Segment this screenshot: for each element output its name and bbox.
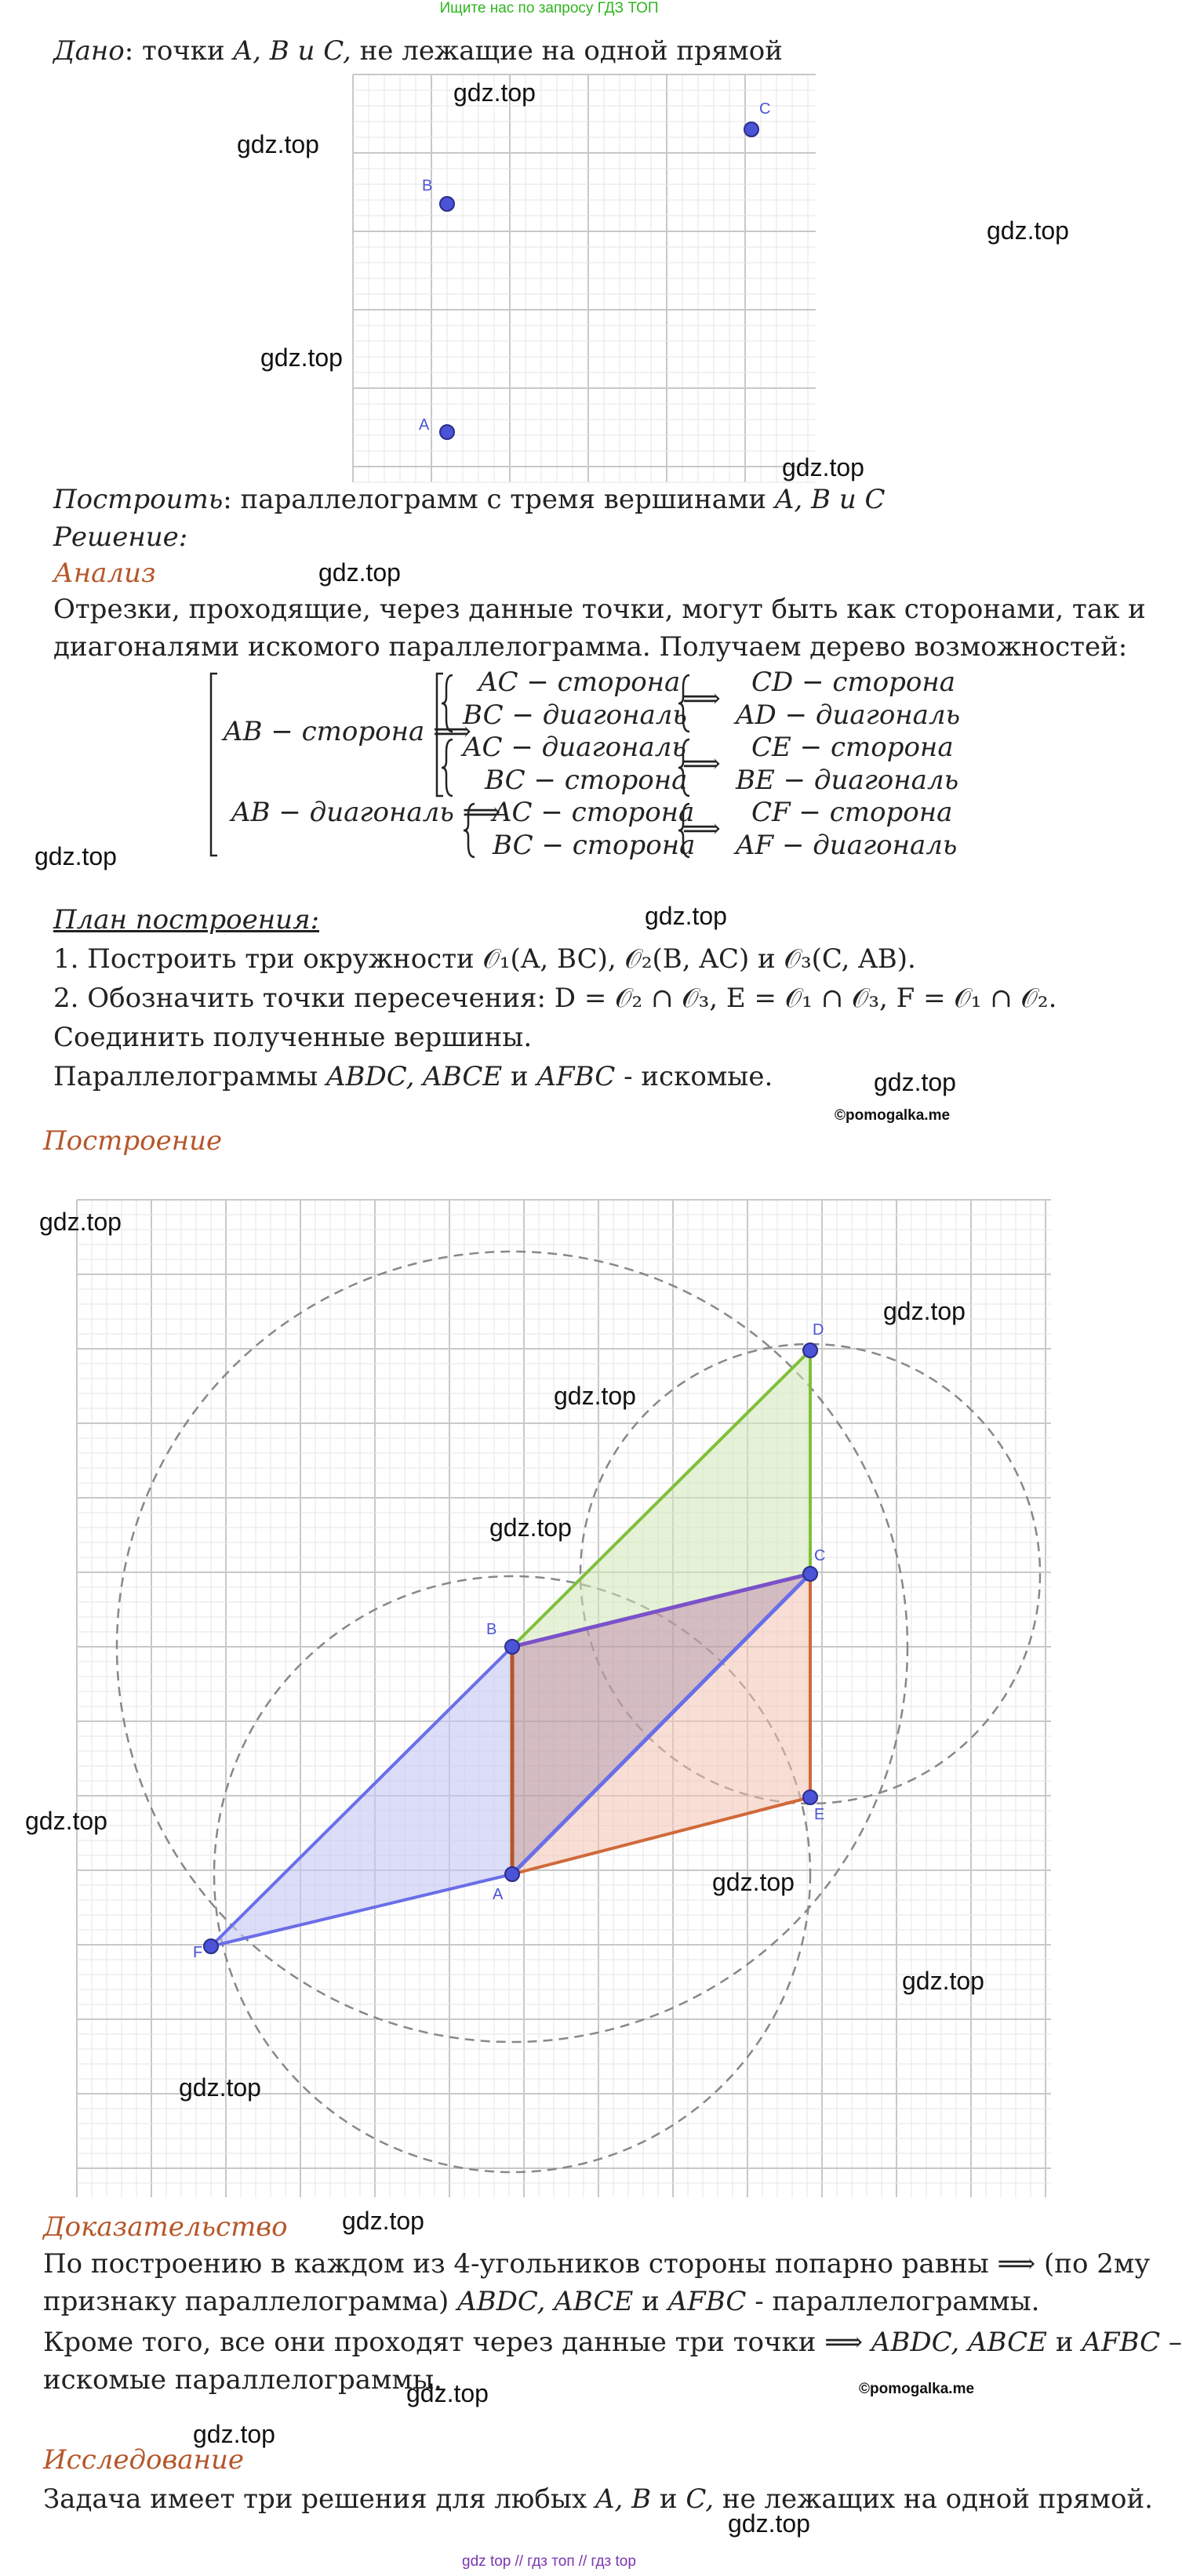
proof-line-2 [43, 2282, 1039, 2321]
proof-line-4: искомые параллелограммы. [43, 2364, 442, 2396]
watermark: gdz.top [179, 2073, 261, 2102]
tree-row2-r2: BE − диагональ [736, 765, 959, 796]
build-text: : параллелограмм с тремя вершинами [223, 484, 767, 515]
watermark: gdz.top [237, 130, 319, 158]
plan-step-3: Соединить полученные вершины. [53, 1022, 533, 1053]
watermark: gdz.top [406, 2379, 489, 2407]
build-points: A, B и C [774, 484, 886, 515]
point-b-label: B [422, 177, 433, 194]
footer-link-2[interactable]: гдз топ [527, 2553, 575, 2570]
tree-row3-a: AC − сторона [493, 797, 695, 828]
tree-row3-r2: AF − диагональ [736, 830, 958, 861]
footer-link-1[interactable]: gdz top [462, 2553, 511, 2570]
footer-sep: // [515, 2553, 524, 2570]
point-c-label: C [759, 100, 771, 118]
tree-implies-3: ⟹ [682, 813, 721, 845]
proof-line-3-post: – [1168, 2327, 1182, 2358]
point-a-label: A [419, 416, 430, 434]
proof-line-3-pre: Кроме того, все они проходят через данные три точки ⟹ [43, 2327, 863, 2358]
watermark: gdz.top [782, 453, 864, 481]
watermark: gdz.top [645, 902, 727, 930]
watermark: gdz.top [987, 216, 1069, 245]
point-b-marker [440, 197, 454, 211]
point-a-marker [440, 425, 454, 439]
watermark: gdz.top [260, 343, 343, 372]
point-e-marker [803, 1790, 817, 1804]
point-d-marker [803, 1343, 817, 1357]
plan-heading: План построения: [53, 904, 320, 936]
tree-row1-a: AC − сторона [478, 667, 681, 698]
point-c2-marker [803, 1567, 817, 1581]
tree-row2-r1: CE − сторона [751, 732, 954, 763]
plan-step-1: 1. Построить три окружности 𝒪₁(A, BC), 𝒪₂(B, AC) и 𝒪₃(C, AB). [53, 943, 916, 975]
point-a2-label: A [493, 1886, 504, 1903]
tree-row1-b: BC − диагональ [463, 699, 687, 731]
research-c: C, [686, 2483, 715, 2515]
tree-ab-side: AB − сторона ⟹ [224, 716, 471, 747]
point-c2-label: C [814, 1547, 826, 1564]
point-b2-marker [505, 1640, 519, 1654]
copyright-1: ©pomogalka.me [835, 1107, 951, 1124]
proof-line-2-post: - параллелограммы. [755, 2286, 1040, 2317]
tree-row2-b: BC − сторона [485, 765, 688, 796]
watermark: gdz.top [342, 2207, 424, 2235]
given-label: Дано [53, 35, 125, 67]
watermark: gdz.top [35, 842, 117, 870]
copyright-2: ©pomogalka.me [859, 2381, 975, 2397]
point-f-label: F [193, 1944, 203, 1961]
tree-implies-1: ⟹ [682, 683, 721, 714]
plan-step-4 [53, 1057, 773, 1096]
construction-heading: Построение [43, 1125, 223, 1157]
tree-row2-a: AC − диагональ [463, 732, 686, 763]
proof-line-2-pre: признаку параллелограмма) [43, 2286, 449, 2317]
watermark: gdz.top [489, 1513, 572, 1542]
top-search-link[interactable]: Ищите нас по запросу ГДЗ ТОП [439, 0, 659, 16]
tree-row1-r1: CD − сторона [751, 667, 956, 698]
plan-step-4-post: - искомые. [624, 1061, 773, 1092]
point-b2-label: B [486, 1621, 497, 1638]
point-e-label: E [814, 1806, 825, 1823]
watermark: gdz.top [883, 1297, 966, 1325]
tree-row3-b: BC − сторона [493, 830, 696, 861]
tree-row3-r1: CF − сторона [751, 797, 953, 828]
plan-step-4-last: AFBC [536, 1061, 616, 1092]
point-a2-marker [505, 1867, 519, 1881]
footer-sep: // [578, 2553, 587, 2570]
research-pre: Задача имеет три решения для любых [43, 2483, 587, 2515]
research-post: не лежащих на одной прямой. [722, 2483, 1153, 2515]
tree-row1-r2: AD − диагональ [736, 699, 961, 731]
point-d-label: D [813, 1321, 824, 1339]
footer-links [0, 2553, 1098, 2571]
proof-line-3-last: AFBC [1082, 2327, 1161, 2358]
watermark: gdz.top [554, 1382, 636, 1410]
proof-line-1: По построению в каждом из 4-угольников стороны попарно равны ⟹ (по 2му [43, 2248, 1151, 2280]
given-tail: не лежащие на одной прямой [359, 35, 783, 67]
research-points: A, B [595, 2483, 652, 2515]
watermark: gdz.top [25, 1807, 107, 1835]
proof-line-3-names: ABDC, ABCE [871, 2327, 1048, 2358]
proof-line-3-and: и [1055, 2327, 1074, 2358]
figure-given-points [353, 74, 816, 482]
given-line [53, 31, 783, 71]
proof-line-2-last: AFBC [667, 2286, 747, 2317]
plan-step-4-names: ABDC, ABCE [326, 1061, 503, 1092]
point-f-marker [204, 1939, 218, 1953]
watermark: gdz.top [728, 2509, 810, 2538]
plan-step-4-and: и [511, 1061, 529, 1092]
watermark: gdz.top [712, 1868, 795, 1896]
watermark: gdz.top [453, 78, 536, 107]
proof-line-2-and: и [642, 2286, 660, 2317]
research-heading: Исследование [43, 2444, 244, 2476]
watermark: gdz.top [193, 2420, 275, 2448]
tree-implies-2: ⟹ [682, 748, 721, 779]
build-label: Построить [53, 484, 224, 515]
analysis-line-2: диагоналями искомого параллелограмма. Получаем дерево возможностей: [53, 631, 1128, 663]
point-c-marker [744, 122, 758, 136]
proof-heading: Доказательство [43, 2211, 288, 2243]
research-and: и [659, 2483, 678, 2515]
plan-step-4-pre: Параллелограммы [53, 1061, 318, 1092]
given-text: : точки [124, 35, 225, 67]
watermark: gdz.top [902, 1967, 984, 1995]
watermark: gdz.top [39, 1208, 122, 1236]
footer-link-3[interactable]: гдз top [591, 2553, 636, 2570]
research-line [43, 2480, 1153, 2519]
solution-label: Решение: [53, 521, 188, 553]
watermark: gdz.top [318, 558, 401, 587]
analysis-line-1: Отрезки, проходящие, через данные точки, могут быть как сторонами, так и [53, 594, 1146, 625]
proof-line-3 [43, 2323, 1182, 2362]
watermark: gdz.top [874, 1068, 956, 1096]
tree-ab-diagonal: AB − диагональ ⟹ [231, 797, 501, 828]
proof-line-2-names: ABDC, ABCE [457, 2286, 634, 2317]
analysis-heading: Анализ [53, 558, 156, 589]
build-line [53, 480, 886, 519]
given-points: A, B и C, [233, 35, 351, 67]
figure-construction [77, 1200, 1051, 2197]
plan-step-2: 2. Обозначить точки пересечения: D = 𝒪₂ ∩ 𝒪₃, E = 𝒪₁ ∩ 𝒪₃, F = 𝒪₁ ∩ 𝒪₂. [53, 983, 1057, 1014]
